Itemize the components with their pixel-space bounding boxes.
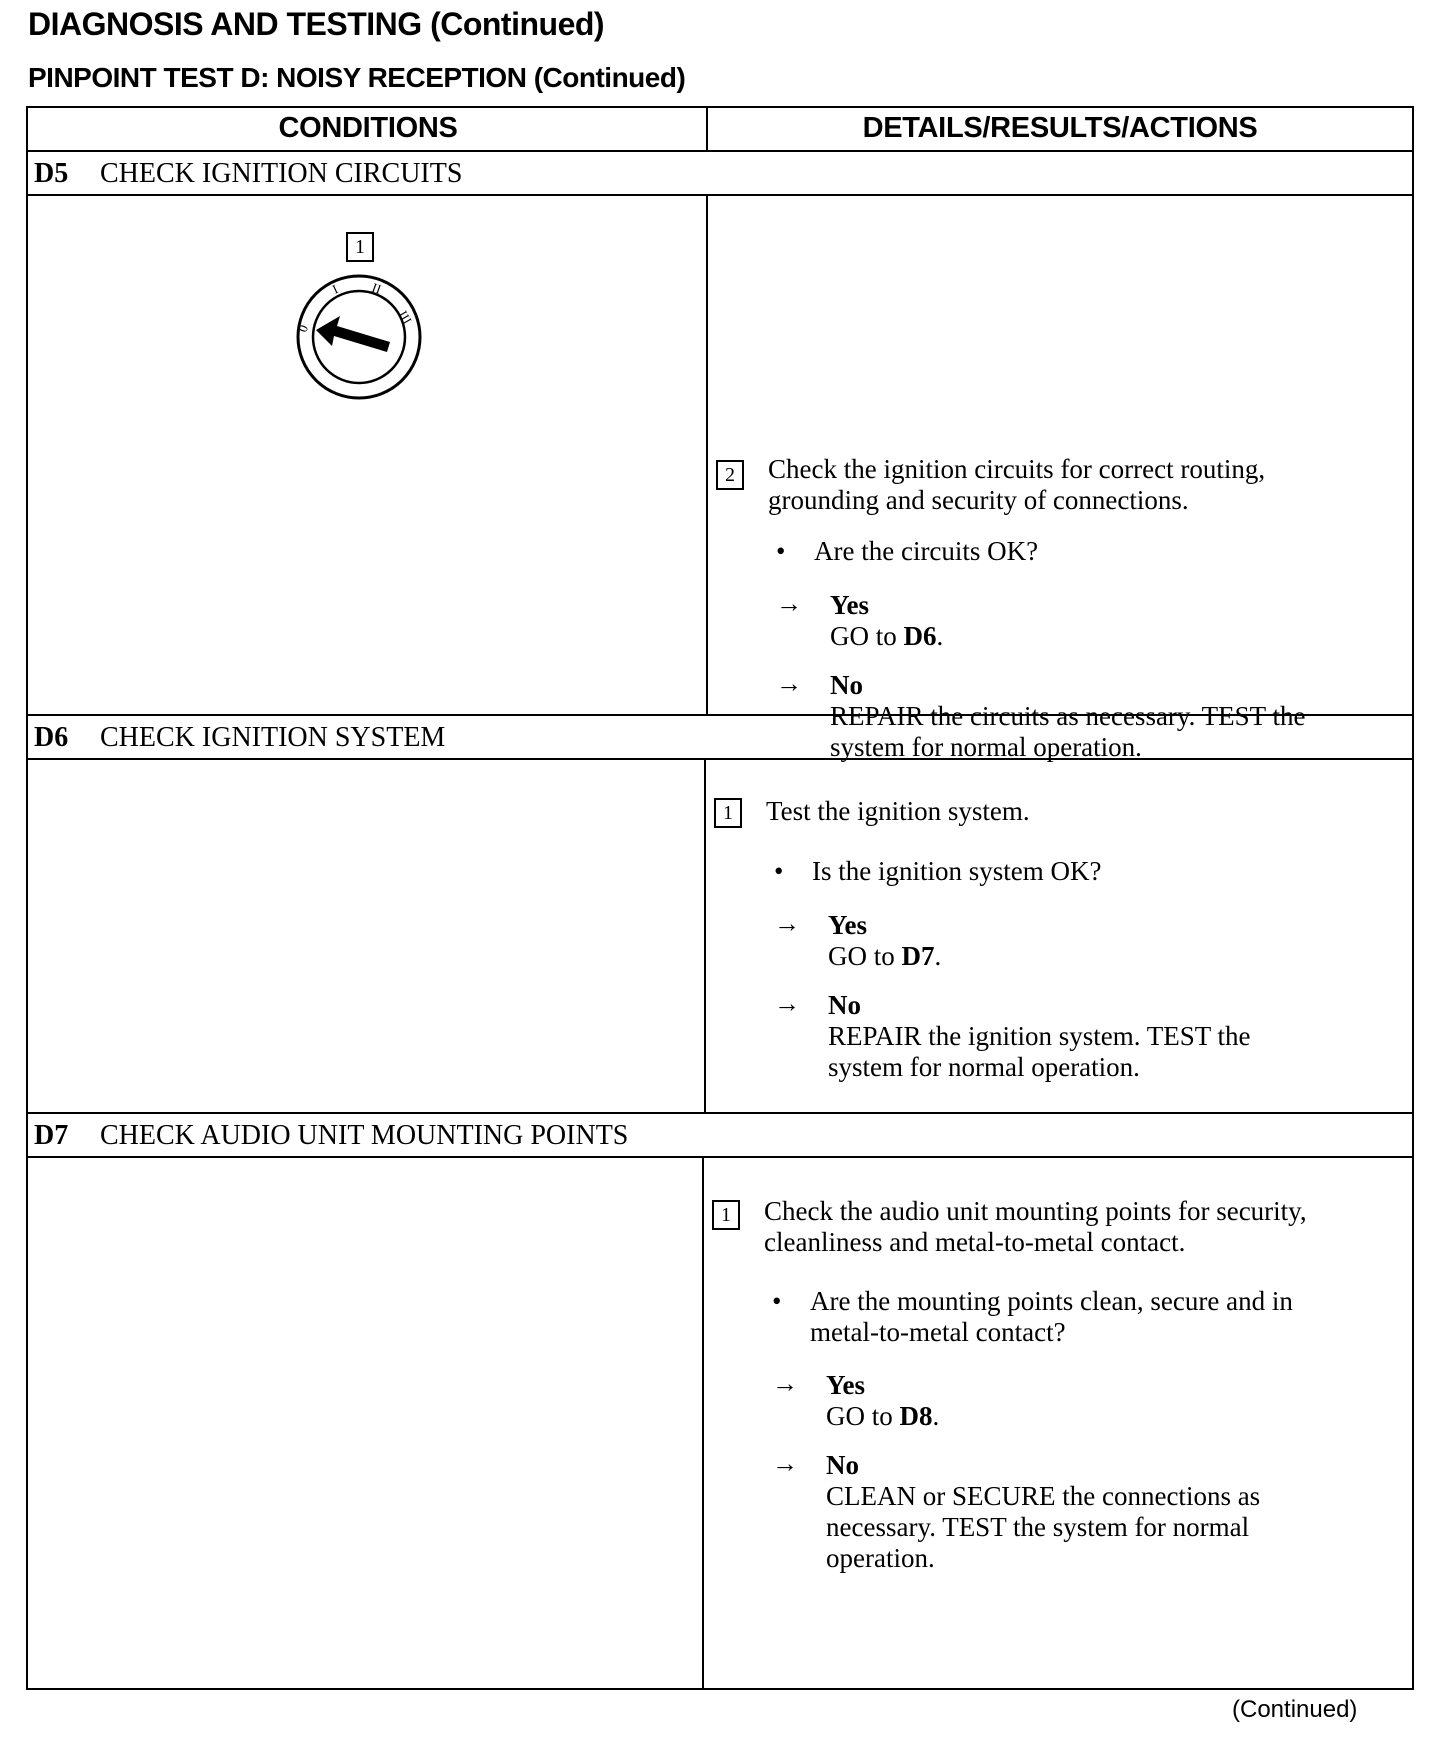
section-title: CHECK IGNITION SYSTEM	[100, 722, 446, 753]
section-title: CHECK AUDIO UNIT MOUNTING POINTS	[100, 1120, 629, 1151]
svg-text:I: I	[329, 281, 341, 297]
section-title: CHECK IGNITION CIRCUITS	[100, 158, 463, 189]
question-text: Are the mounting points clean, secure and in metal-to-metal contact?	[810, 1286, 1293, 1347]
column-header-details: DETAILS/RESULTS/ACTIONS	[862, 112, 1258, 144]
arrow-icon: →	[772, 1369, 798, 1398]
question-text: Are the circuits OK?	[814, 536, 1039, 566]
yes-result: Yes GO to D8.	[826, 1370, 940, 1431]
step-instruction: Check the ignition circuits for correct routing, grounding and security of connections.	[768, 454, 1266, 515]
svg-text:0: 0	[294, 322, 312, 335]
step-number: 2	[716, 460, 744, 490]
step-instruction: Check the audio unit mounting points for security, cleanliness and metal-to-metal contact.	[764, 1196, 1307, 1257]
column-divider	[704, 760, 706, 1114]
section-header-d5	[28, 152, 1412, 196]
arrow-icon: →	[776, 669, 802, 698]
ignition-switch-icon	[294, 272, 424, 402]
arrow-icon: →	[774, 989, 800, 1018]
question-text: Is the ignition system OK?	[812, 856, 1102, 886]
column-header-row	[28, 108, 1412, 152]
details-cell-d5	[710, 198, 1410, 762]
column-divider	[706, 196, 708, 716]
no-result: No REPAIR the circuits as necessary. TEST the system for normal operation.	[830, 670, 1306, 762]
arrow-icon: →	[774, 909, 800, 938]
page-title: DIAGNOSIS AND TESTING (Continued)	[28, 6, 605, 42]
column-header-conditions: CONDITIONS	[278, 112, 458, 144]
svg-text:II: II	[369, 279, 384, 297]
arrow-icon: →	[772, 1449, 798, 1478]
no-result: No REPAIR the ignition system. TEST the system for normal operation.	[828, 990, 1251, 1082]
continued-footer: (Continued)	[1232, 1696, 1358, 1723]
step-number: 1	[712, 1200, 740, 1230]
section-code: D5	[34, 158, 69, 189]
svg-text:III: III	[395, 308, 415, 327]
bullet-icon: •	[774, 856, 784, 886]
bullet-icon: •	[772, 1286, 782, 1316]
step-instruction: Test the ignition system.	[766, 796, 1030, 826]
yes-result: Yes GO to D6.	[830, 590, 944, 651]
step-number: 1	[714, 798, 742, 828]
section-code: D6	[34, 722, 69, 753]
bullet-icon: •	[776, 536, 786, 566]
section-header-d6	[28, 716, 1412, 760]
column-divider	[702, 1158, 704, 1688]
details-cell-d7	[706, 1160, 1406, 1688]
illustration-step-number: 1	[346, 232, 374, 262]
column-divider	[706, 108, 708, 152]
details-cell-d6	[708, 762, 1408, 1112]
yes-result: Yes GO to D7.	[828, 910, 942, 971]
pinpoint-test-title: PINPOINT TEST D: NOISY RECEPTION (Continued)	[28, 62, 686, 93]
arrow-icon: →	[776, 589, 802, 618]
section-header-d7	[28, 1114, 1412, 1158]
no-result: No CLEAN or SECURE the connections as necessary. TEST the system for normal operation.	[826, 1450, 1261, 1573]
section-code: D7	[34, 1120, 69, 1151]
pinpoint-test-table	[26, 106, 1414, 1690]
